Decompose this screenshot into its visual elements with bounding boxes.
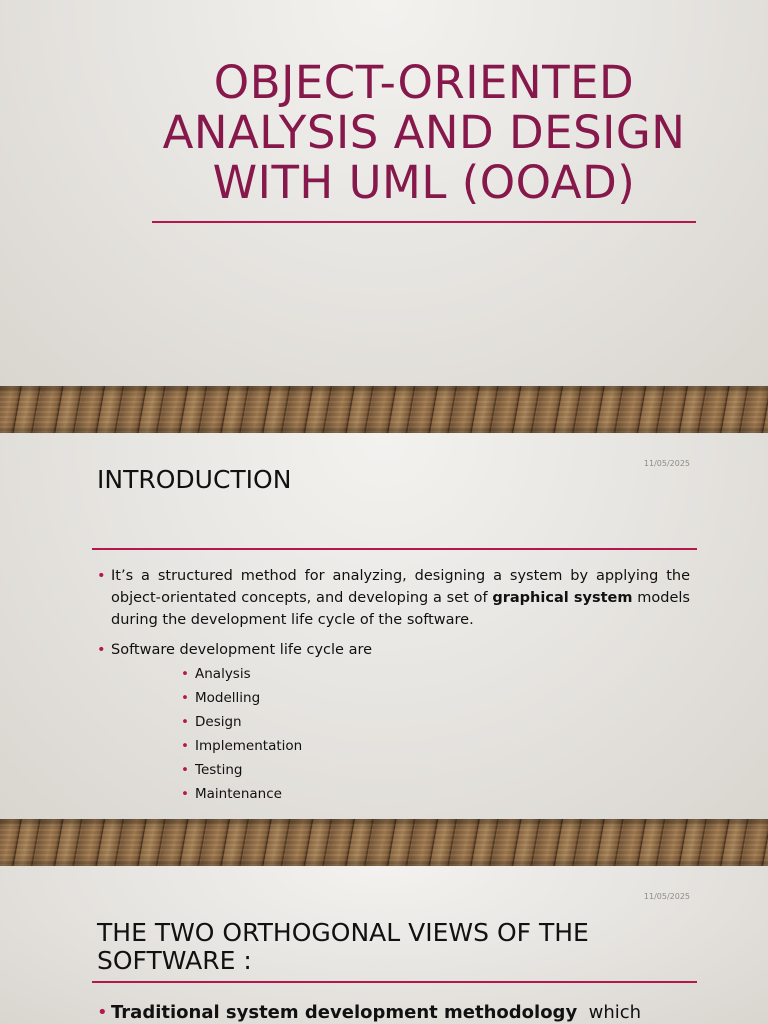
phase-item: • Modelling xyxy=(181,686,690,710)
bullet-bold-text: Traditional system development methodology xyxy=(111,1002,578,1023)
wood-floor-divider xyxy=(0,386,768,433)
bullet-sdlc xyxy=(97,639,690,806)
slide-date: 11/05/2025 xyxy=(643,892,690,901)
phase-item: • Testing xyxy=(181,758,690,782)
presentation-title: OBJECT-ORIENTED ANALYSIS AND DESIGN WITH UML (OOAD) xyxy=(162,56,686,209)
bullet-list xyxy=(97,1001,690,1024)
heading-divider xyxy=(92,548,697,550)
phase-list xyxy=(111,662,690,806)
bullet-text: Software development life cycle are xyxy=(111,642,373,658)
bullet-text: It’s a structured method for analyzing, designing a system by applying the object-orientated concepts, and developing a set of xyxy=(111,568,690,606)
slide-heading: INTRODUCTION xyxy=(97,465,292,494)
slide-heading: THE TWO ORTHOGONAL VIEWS OF THE SOFTWARE : xyxy=(97,918,589,975)
orthogonal-views-slide xyxy=(0,866,768,1024)
wood-floor-divider xyxy=(0,819,768,866)
phase-item: • Analysis xyxy=(181,662,690,686)
phase-item: • Maintenance xyxy=(181,782,690,806)
title-slide xyxy=(0,0,768,386)
slide-date: 11/05/2025 xyxy=(643,459,690,468)
bullet-text: models during the development life cycle of the software. xyxy=(111,590,690,628)
introduction-slide xyxy=(0,433,768,819)
bullet-traditional xyxy=(97,1001,690,1024)
bullet-definition xyxy=(97,565,690,631)
phase-item: • Implementation xyxy=(181,734,690,758)
bullet-bold-text: graphical system xyxy=(492,590,633,606)
heading-divider xyxy=(92,981,697,983)
title-divider xyxy=(152,221,696,223)
bullet-list xyxy=(97,565,690,814)
phase-item: • Design xyxy=(181,710,690,734)
bullet-text: which xyxy=(577,1002,642,1023)
